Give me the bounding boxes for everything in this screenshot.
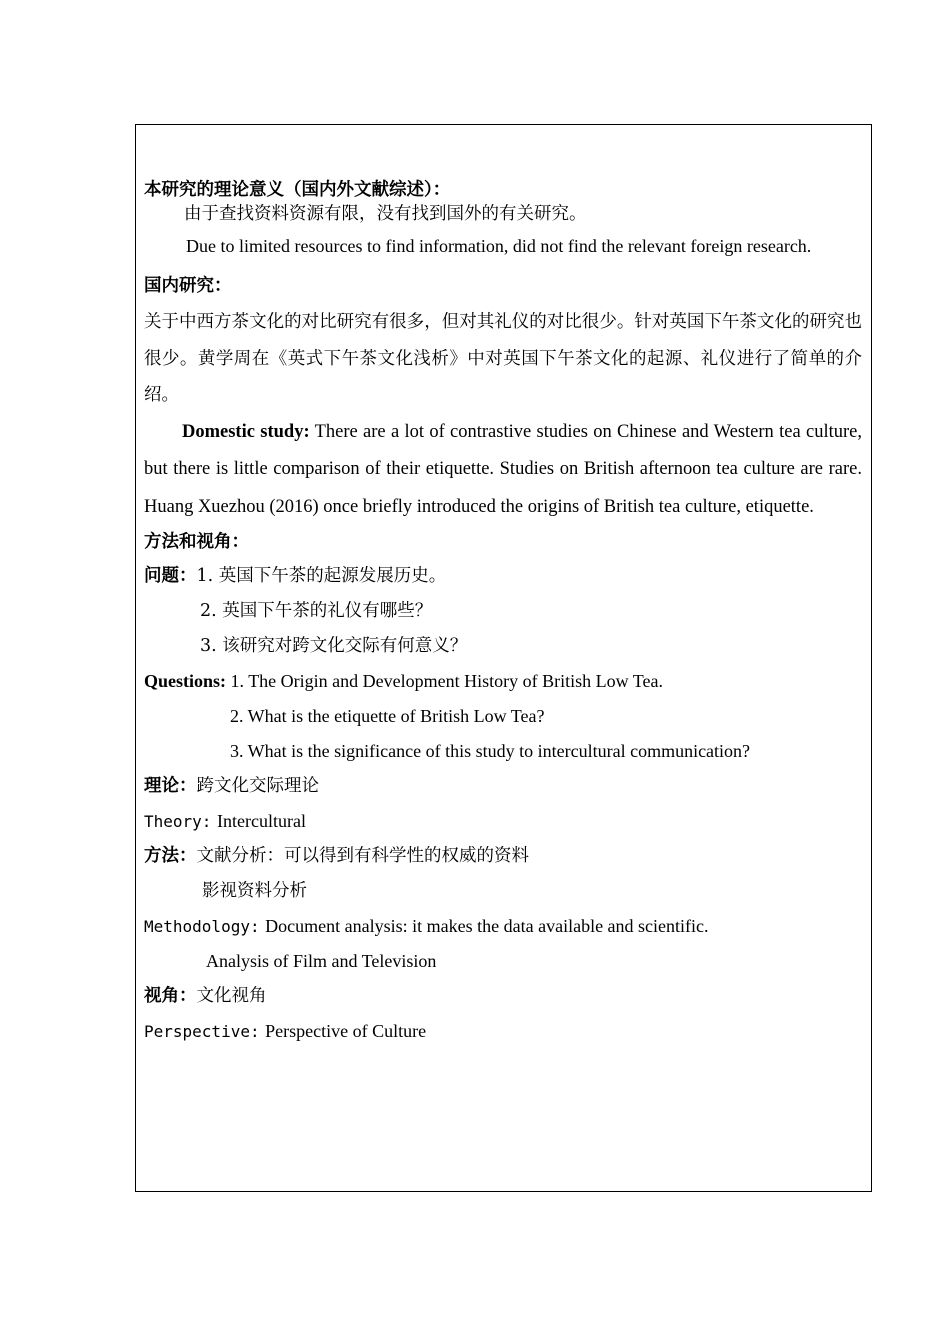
- question-en-text: 1. The Origin and Development History of British Low Tea.: [230, 671, 664, 691]
- section-title: 本研究的理论意义（国内外文献综述）：: [144, 180, 451, 200]
- method-en-text: Document analysis: it makes the data available and scientific.: [265, 916, 709, 936]
- theory-zh-label: 理论：: [144, 776, 197, 796]
- question-zh-2: 2. 英国下午茶的礼仪有哪些？: [200, 601, 433, 621]
- question-en-3: 3. What is the significance of this study to intercultural communication?: [230, 741, 751, 761]
- perspective-en-text: Perspective of Culture: [265, 1021, 427, 1041]
- method-en-label: Methodology:: [144, 917, 260, 936]
- theory-en-text: Intercultural: [217, 811, 306, 831]
- questions-en-label: Questions:: [144, 671, 227, 691]
- domestic-en-text: There are a lot of contrastive studies on Chinese and Western tea culture, but there is little comparison of their etiquette. Studies on British afternoon tea culture are rare. Huang Xuezhou (2016) once briefly introduced the origins of British tea culture, etiquette.: [144, 421, 862, 517]
- method-zh-text: 文献分析：可以得到有科学性的权威的资料: [196, 846, 529, 866]
- question-en-1: [144, 664, 862, 699]
- perspective-zh-text: 文化视角: [196, 986, 267, 1006]
- question-zh-1: [144, 559, 862, 594]
- method-zh-1: [144, 839, 862, 874]
- domestic-en: [144, 414, 862, 527]
- intro-en: Due to limited resources to find information, did not find the relevant foreign research.: [186, 236, 812, 256]
- domestic-zh: 关于中西方茶文化的对比研究有很多，但对其礼仪的对比很少。针对英国下午茶文化的研究也很少。黄学周在《英式下午茶文化浅析》中对英国下午茶文化的起源、礼仪进行了简单的介绍。: [144, 312, 862, 405]
- questions-zh-label: 问题：: [144, 566, 197, 586]
- perspective-zh: [144, 979, 862, 1014]
- question-zh-3: 3. 该研究对跨文化交际有何意义？: [200, 636, 468, 656]
- domestic-heading: 国内研究：: [144, 276, 232, 296]
- intro-zh: 由于查找资料资源有限，没有找到国外的有关研究。: [184, 204, 587, 224]
- domestic-en-label: Domestic study:: [182, 421, 310, 442]
- methods-heading: 方法和视角：: [144, 532, 249, 552]
- document-body: [144, 176, 862, 1049]
- question-zh-text: 1. 英国下午茶的起源发展历史。: [196, 566, 447, 586]
- theory-en: [144, 804, 862, 839]
- perspective-zh-label: 视角：: [144, 986, 197, 1006]
- question-en-2: 2. What is the etiquette of British Low Tea?: [230, 706, 545, 726]
- method-zh-label: 方法：: [144, 846, 197, 866]
- theory-zh: [144, 769, 862, 804]
- perspective-en-label: Perspective:: [144, 1022, 260, 1041]
- perspective-en: [144, 1014, 862, 1049]
- method-en-1: [144, 909, 862, 944]
- theory-en-label: Theory:: [144, 812, 212, 831]
- theory-zh-text: 跨文化交际理论: [196, 776, 319, 796]
- method-zh-2: 影视资料分析: [202, 881, 307, 901]
- method-en-2: Analysis of Film and Television: [206, 951, 437, 971]
